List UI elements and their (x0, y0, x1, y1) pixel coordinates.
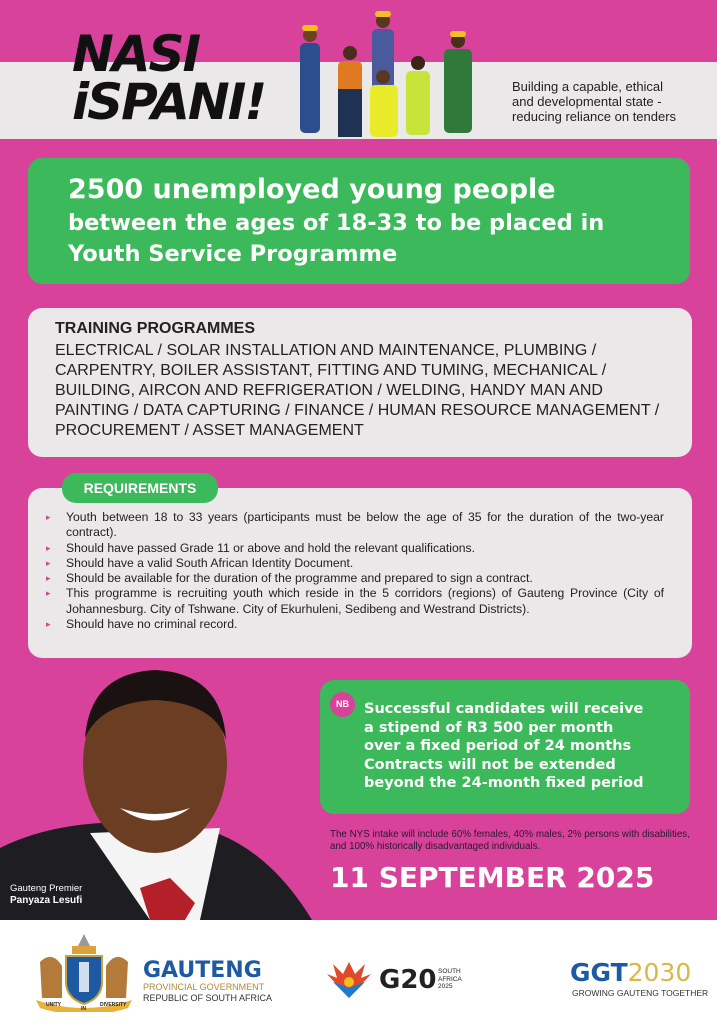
training-list: ELECTRICAL / SOLAR INSTALLATION AND MAINTENANCE, PLUMBING / CARPENTRY, BOILER ASSISTANT, FITTING AND TUMING, MECHANICAL / BUILDING, AIRCON AND REFRIGERATION / WELDING, HANDY MAN AND PAINTING / DATA CAPTURING / FINANCE / HUMAN RESOURCE MANAGEMENT / PROCUREMENT / ASSET MANAGEMENT (55, 342, 660, 439)
premier-caption (10, 883, 82, 907)
tagline-line: reducing reliance on tenders (512, 109, 677, 124)
ggt2030-logo (570, 960, 691, 986)
g20-flower-icon (323, 960, 375, 1000)
requirement-item: ▸ Youth between 18 to 33 years (participants must be below the age of 35 for the duration of the two-year contract). (46, 510, 664, 541)
requirement-item: ▸ Should have a valid South African Identity Document. (46, 556, 664, 571)
premier-name: Panyaza Lesufi (10, 895, 83, 906)
workers-photo (288, 5, 488, 139)
worker-figure (300, 11, 472, 137)
requirement-item: ▸ Should be available for the duration of the programme and prepared to sign a contract. (46, 571, 664, 586)
notice-line: a stipend of R3 500 per month (364, 719, 614, 736)
requirement-item: ▸ Should have no criminal record. (46, 617, 664, 632)
requirement-item: ▸ Should have passed Grade 11 or above and hold the relevant qualifications. (46, 541, 664, 556)
premier-role: Gauteng Premier (10, 883, 83, 894)
gauteng-sub1: PROVINCIAL GOVERNMENT (143, 982, 265, 992)
nasi-ispani-logo (72, 25, 266, 131)
gauteng-crest-icon (32, 932, 136, 1012)
headline-line-3: Youth Service Programme (68, 241, 398, 267)
stipend-notice (320, 680, 690, 814)
headline-line-2: between the ages of 18-33 to be placed in (68, 210, 605, 236)
headline-banner (28, 158, 690, 284)
crest-motto-unity: UNITY (46, 1002, 61, 1008)
training-programmes-card (28, 308, 692, 457)
crest-motto-diversity: DIVERSITY (100, 1002, 127, 1008)
tagline (512, 79, 676, 124)
g20-sub-line: AFRICA (438, 975, 462, 983)
g20-sub (438, 968, 462, 991)
ggt-year: 2030 (627, 958, 692, 987)
g20-name: G20 (379, 965, 437, 995)
gauteng-sub2: REPUBLIC OF SOUTH AFRICA (143, 993, 273, 1003)
notice-line: Contracts will not be extended (364, 756, 616, 773)
logo-line-2: iSPANI! (72, 73, 266, 131)
footer-logos (0, 920, 717, 1024)
gauteng-name: GAUTENG (143, 958, 262, 983)
premier-portrait (0, 648, 312, 920)
gauteng-logo-text (143, 960, 272, 1004)
notice-line: over a fixed period of 24 months (364, 738, 632, 755)
g20-sub-line: 2025 (438, 983, 453, 990)
requirements-tab: REQUIREMENTS (62, 473, 218, 503)
g20-sub-line: SOUTH (438, 968, 461, 975)
tagline-line: and developmental state - (512, 94, 662, 109)
requirements-list (46, 510, 664, 632)
ggt-name: GGT (570, 958, 628, 987)
notice-line: beyond the 24-month fixed period (364, 775, 644, 792)
intake-note: The NYS intake will include 60% females, 40% males, 2% persons with disabilities, and 100% historically disadvantaged individuals. (330, 829, 690, 852)
requirement-item: ▸ This programme is recruiting youth which reside in the 5 corridors (regions) of Gauteng Province (City of Johannesburg. City of Tshwane. City of Ekurhuleni, Sedibeng and Westrand Districts). (46, 586, 664, 617)
crest-motto-in: IN (81, 1006, 86, 1012)
tagline-line: Building a capable, ethical (512, 79, 664, 94)
nb-badge: NB (330, 692, 355, 717)
ggt-subtitle: GROWING GAUTENG TOGETHER (572, 988, 709, 998)
headline-line-1: 2500 unemployed young people (68, 174, 556, 205)
closing-date: 11 SEPTEMBER 2025 (330, 861, 655, 894)
requirements-card (28, 488, 692, 658)
notice-line: Successful candidates will receive (364, 701, 644, 717)
logo-line-1: NASI (72, 25, 200, 83)
training-title: TRAINING PROGRAMMES (55, 320, 255, 337)
